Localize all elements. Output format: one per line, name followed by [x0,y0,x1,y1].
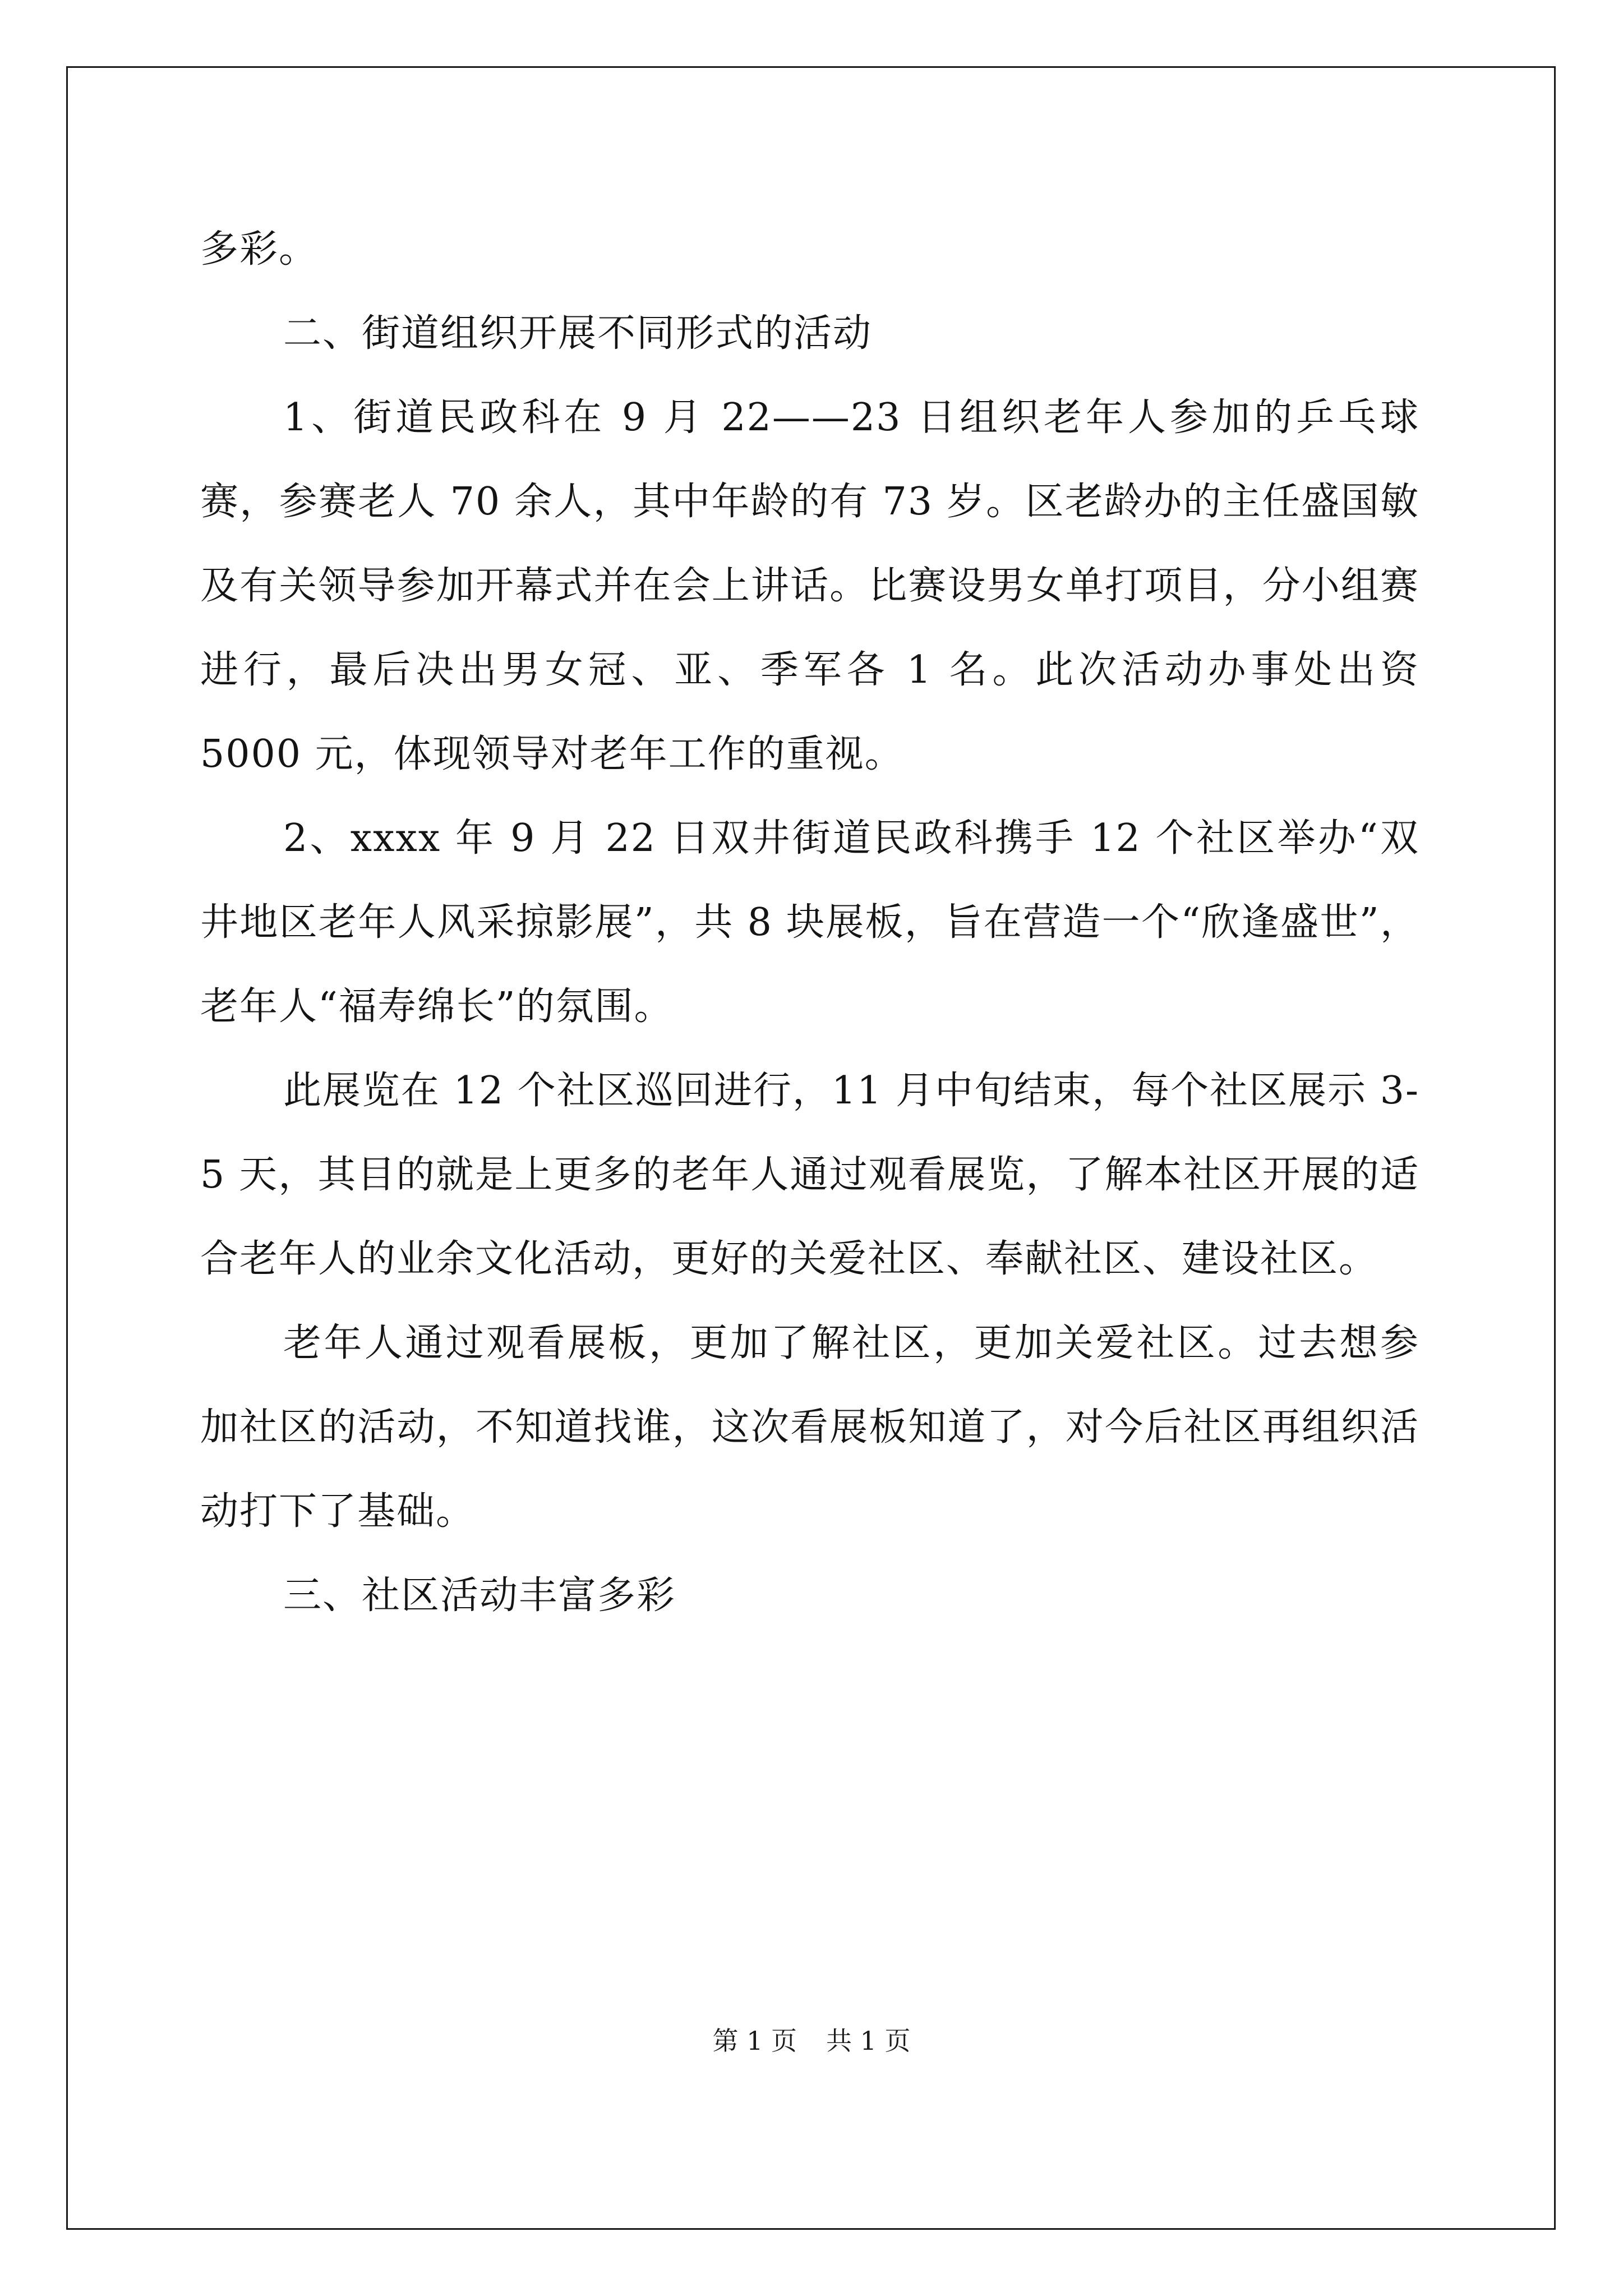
paragraph-continuation: 多彩。 [200,227,319,272]
paragraph-tour: 此展览在 12 个社区巡回进行，11 月中旬结束，每个社区展示 3-5 天，其目的就是上更多的老年人通过观看展览，了解本社区开展的适合老年人的业余文化活动，更好的关爱社区、奉献社区、建设社区。 [200,1069,1419,1281]
page-total: 共 1 页 [826,2026,911,2056]
section-heading-3: 三、社区活动丰富多彩 [283,1573,676,1618]
paragraph-exhibition: 2、xxxx 年 9 月 22 日双井街道民政科携手 12 个社区举办“双井地区老年人风采掠影展”，共 8 块展板，旨在营造一个“欣逢盛世”，老年人“福寿绵长”的氛围。 [200,816,1419,1029]
page-footer [0,2024,1623,2058]
page-number: 第 1 页 [712,2026,797,2056]
paragraph-table-tennis: 1、街道民政科在 9 月 22——23 日组织老年人参加的乒乓球赛，参赛老人 70 余人，其中年龄的有 73 岁。区老龄办的主任盛国敏及有关领导参加开幕式并在会上讲话。比赛设男女单打项目，分小组赛进行，最后决出男女冠、亚、季军各 1 名。此次活动办事处出资 5000 元，体现领导对老年工作的重视。 [200,395,1419,776]
section-heading-2: 二、街道组织开展不同形式的活动 [283,311,873,356]
document-body [200,208,1419,1638]
paragraph-feedback: 老年人通过观看展板，更加了解社区，更加关爱社区。过去想参加社区的活动，不知道找谁，这次看展板知道了，对今后社区再组织活动打下了基础。 [200,1321,1419,1534]
